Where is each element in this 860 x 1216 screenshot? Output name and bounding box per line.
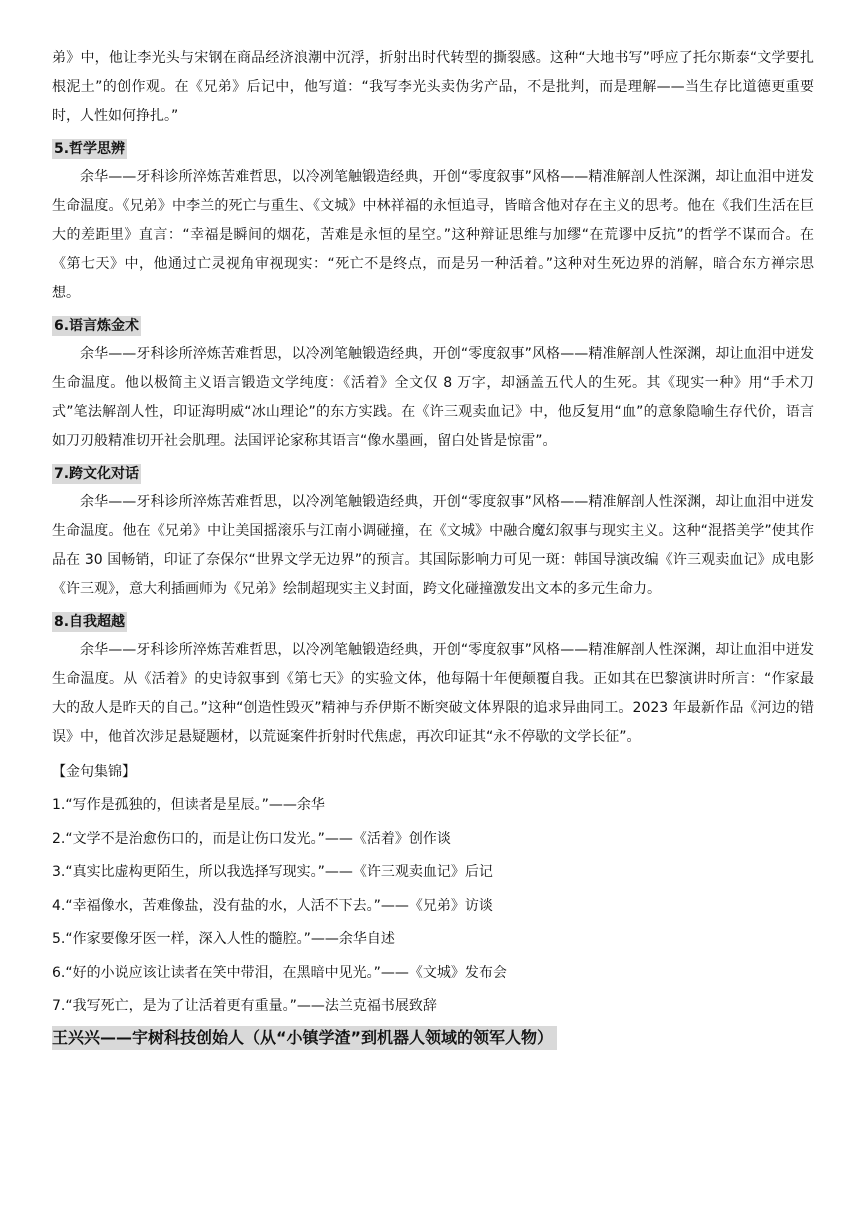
section-philosophy: [52, 131, 814, 308]
section-heading: 8.自我超越: [54, 614, 126, 630]
section-body: 余华——牙科诊所淬炼苦难哲思，以冷冽笔触锻造经典，开创“零度叙事”风格——精准解剖人性深渊，却让血泪中迸发生命温度。《兄弟》中李兰的死亡与重生、《文城》中林祥福的永恒追寻，皆暗含他对存在主义的思考。他在《我们生活在巨大的差距里》直言：“幸福是瞬间的烟花，苦难是永恒的星空。”这种辩证思维与加缪“在荒谬中反抗”的哲学不谋而合。在《第七天》中，他通过亡灵视角审视现实：“死亡不是终点，而是另一种活着。”这种对生死边界的消解，暗合东方禅宗思想。: [52, 169, 814, 301]
section-heading: 6.语言炼金术: [54, 318, 140, 334]
section-cross-culture: [52, 456, 814, 604]
section-heading: 7.跨文化对话: [54, 466, 140, 482]
document-page: [52, 44, 814, 1050]
section-body: 余华——牙科诊所淬炼苦难哲思，以冷冽笔触锻造经典，开创“零度叙事”风格——精准解剖人性深渊，却让血泪中迸发生命温度。从《活着》的史诗叙事到《第七天》的实验文体，他每隔十年便颠覆自我。正如其在巴黎演讲时所言：“作家最大的敌人是昨天的自己。”这种“创造性毁灭”精神与乔伊斯不断突破文体界限的追求异曲同工。2023 年最新作品《河边的错误》中，他首次涉足悬疑题材，以荒诞案件折射时代焦虑，再次印证其“永不停歇的文学长征”。: [52, 642, 814, 745]
quote-item: 1.“写作是孤独的，但读者是星辰。”——余华: [52, 797, 325, 813]
quote-item: 7.“我写死亡，是为了让活着更有重量。”——法兰克福书展致辞: [52, 998, 437, 1014]
quote-item: 5.“作家要像牙医一样，深入人性的髓腔。”——余华自述: [52, 931, 395, 947]
intro-paragraph: 弟》中，他让李光头与宋钢在商品经济浪潮中沉浮，折射出时代转型的撕裂感。这种“大地书写”呼应了托尔斯泰“文学要扎根泥土”的创作观。在《兄弟》后记中，他写道：“我写李光头卖伪劣产品，不是批判，而是理解——当生存比道德更重要时，人性如何挣扎。”: [52, 50, 814, 124]
golden-quotes-title: 【金句集锦】: [52, 764, 136, 780]
section-self-transcendence: [52, 604, 814, 752]
quote-item: 4.“幸福像水，苦难像盐，没有盐的水，人活不下去。”——《兄弟》访谈: [52, 897, 493, 914]
quote-item: 3.“真实比虚构更陌生，所以我选择写现实。”——《许三观卖血记》后记: [52, 864, 493, 880]
golden-quotes-list: [52, 789, 814, 1024]
section-language: [52, 308, 814, 456]
section-body: 余华——牙科诊所淬炼苦难哲思，以冷冽笔触锻造经典，开创“零度叙事”风格——精准解剖人性深渊，却让血泪中迸发生命温度。他在《兄弟》中让美国摇滚乐与江南小调碰撞，在《文城》中融合魔幻叙事与现实主义。这种“混搭美学”使其作品在 30 国畅销，印证了奈保尔“世界文学无边界”的预言。其国际影响力可见一斑：韩国导演改编《许三观卖血记》成电影《许三观》，意大利插画师为《兄弟》绘制超现实主义封面，跨文化碰撞激发出文本的多元生命力。: [52, 494, 814, 597]
next-section-heading: 王兴兴——宇树科技创始人（从“小镇学渣”到机器人领域的领军人物）: [52, 1026, 557, 1050]
section-body: 余华——牙科诊所淬炼苦难哲思，以冷冽笔触锻造经典，开创“零度叙事”风格——精准解剖人性深渊，却让血泪中迸发生命温度。他以极简主义语言锻造文学纯度：《活着》全文仅 8 万字，却涵盖五代人的生死。其《现实一种》用“手术刀式”笔法解剖人性，印证海明威“冰山理论”的东方实践。在《许三观卖血记》中，他反复用“血”的意象隐喻生存代价，语言如刀刃般精准切开社会肌理。法国评论家称其语言“像水墨画，留白处皆是惊雷”。: [52, 346, 814, 449]
section-heading: 5.哲学思辨: [54, 141, 126, 157]
quote-item: 6.“好的小说应该让读者在笑中带泪，在黑暗中见光。”——《文城》发布会: [52, 964, 507, 981]
quote-item: 2.“文学不是治愈伤口的，而是让伤口发光。”——《活着》创作谈: [52, 830, 451, 847]
